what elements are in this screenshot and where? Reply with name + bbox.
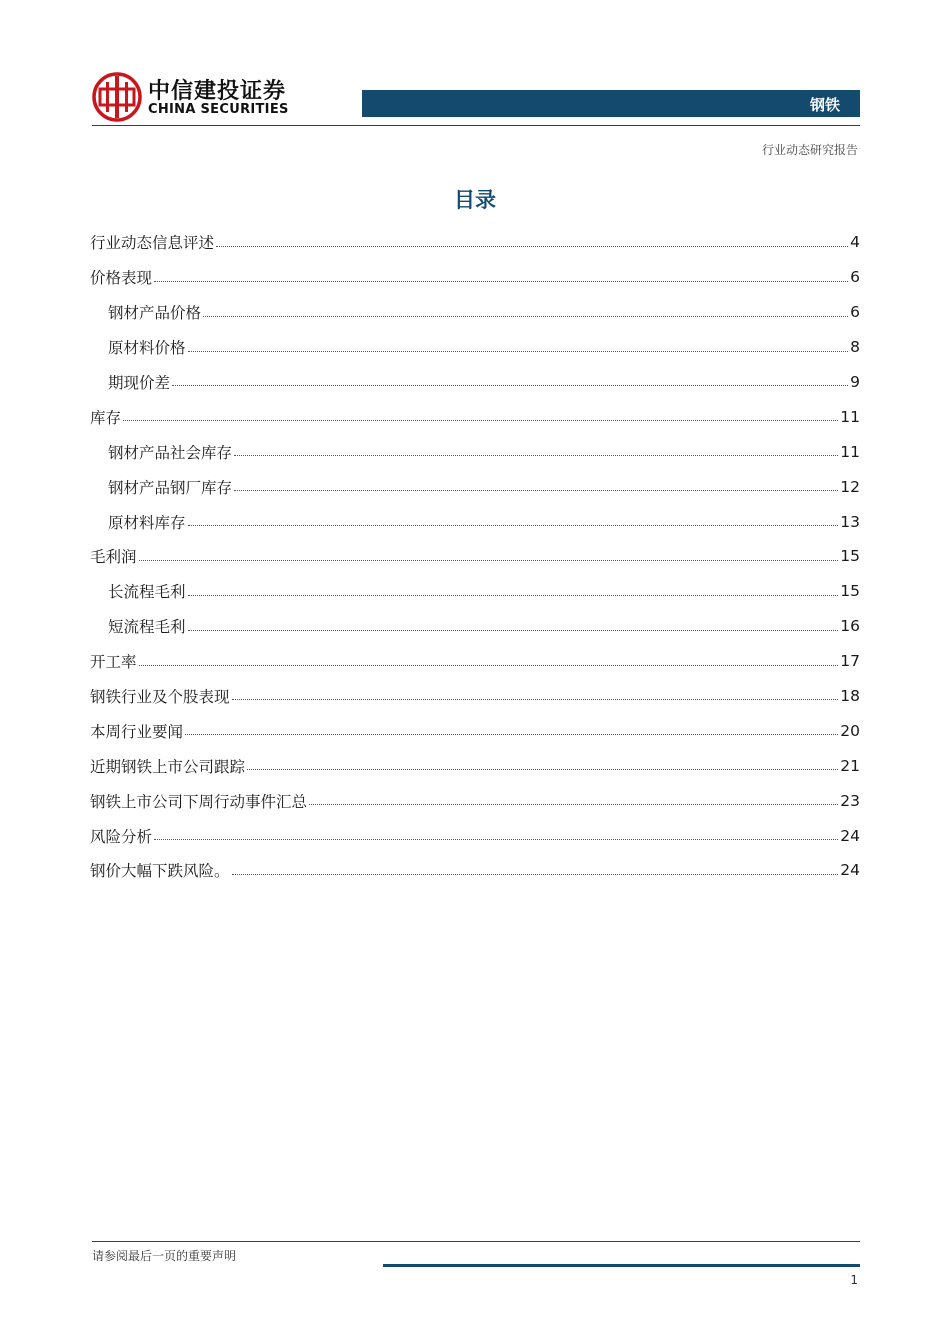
toc-entry[interactable] (90, 469, 860, 504)
toc-entry-label: 钢价大幅下跌风险。 (90, 862, 230, 881)
toc-entry-page: 23 (840, 791, 860, 810)
china-securities-logo-icon (92, 72, 142, 122)
toc-entry[interactable] (90, 609, 860, 644)
toc-leader-dots (123, 420, 838, 421)
toc-entry[interactable] (90, 504, 860, 539)
toc-leader-dots (309, 804, 838, 805)
toc-entry-label: 短流程毛利 (108, 618, 186, 637)
toc-leader-dots (232, 874, 839, 875)
toc-entry-label: 开工率 (90, 653, 137, 672)
toc-entry-label: 钢铁上市公司下周行动事件汇总 (90, 792, 308, 811)
toc-entry[interactable] (90, 539, 860, 574)
toc-entry-label: 钢材产品钢厂库存 (108, 478, 233, 497)
toc-leader-dots (139, 665, 839, 666)
toc-entry[interactable] (90, 399, 860, 434)
toc-entry-label: 原材料价格 (108, 339, 186, 358)
toc-entry-label: 期现价差 (108, 374, 171, 392)
company-logo (92, 72, 302, 124)
report-type: 行业动态研究报告 (761, 143, 858, 157)
toc-entry-page: 6 (850, 303, 860, 322)
toc-entry-page: 21 (840, 756, 860, 775)
toc-entry-page: 18 (840, 687, 860, 706)
toc-entry[interactable] (90, 260, 860, 295)
toc-title: 目录 (454, 188, 496, 212)
industry-label: 钢铁 (809, 96, 840, 114)
toc-entry[interactable] (90, 783, 860, 818)
toc-entry[interactable] (90, 748, 860, 783)
toc-entry-page: 6 (850, 268, 860, 287)
toc-entry[interactable] (90, 713, 860, 748)
toc-entry[interactable] (90, 434, 860, 469)
toc-entry-label: 价格表现 (90, 269, 153, 288)
toc-entry-label: 风险分析 (90, 827, 153, 846)
toc-entry-label: 毛利润 (90, 548, 137, 567)
toc-entry[interactable] (90, 365, 860, 400)
toc-leader-dots (216, 246, 848, 247)
page-number: 1 (850, 1273, 858, 1287)
toc-entry-page: 15 (840, 582, 860, 601)
toc-entry[interactable] (90, 574, 860, 609)
logo-chinese-name: 中信建投证券 (148, 79, 287, 104)
toc-entry-page: 11 (840, 442, 860, 461)
table-of-contents (90, 225, 860, 888)
toc-entry-page: 12 (840, 477, 860, 496)
toc-leader-dots (247, 769, 838, 770)
toc-entry-page: 13 (840, 512, 860, 531)
toc-entry[interactable] (90, 644, 860, 679)
toc-entry-label: 钢材产品社会库存 (108, 443, 233, 462)
toc-entry-label: 长流程毛利 (108, 583, 186, 602)
toc-leader-dots (185, 734, 838, 735)
toc-leader-dots (172, 385, 848, 386)
toc-entry-page: 8 (850, 338, 860, 357)
toc-entry[interactable] (90, 818, 860, 853)
toc-entry-label: 原材料库存 (108, 513, 186, 532)
toc-entry-page: 17 (840, 652, 860, 671)
toc-entry-page: 24 (840, 861, 860, 880)
toc-entry-label: 钢材产品价格 (108, 304, 202, 323)
header-divider (92, 125, 860, 126)
toc-entry-page: 20 (840, 721, 860, 740)
toc-entry-label: 本周行业要闻 (90, 722, 184, 741)
toc-leader-dots (188, 595, 839, 596)
toc-leader-dots (188, 351, 849, 352)
toc-entry-page: 15 (840, 547, 860, 566)
logo-english-name: CHINA SECURITIES (148, 102, 289, 117)
toc-leader-dots (188, 525, 839, 526)
footer-divider (92, 1241, 860, 1242)
toc-entry[interactable] (90, 330, 860, 365)
toc-leader-dots (154, 281, 848, 282)
toc-leader-dots (188, 630, 839, 631)
toc-entry-label: 行业动态信息评述 (90, 234, 215, 253)
toc-leader-dots (234, 490, 838, 491)
toc-entry-page: 11 (840, 407, 860, 426)
toc-leader-dots (154, 839, 838, 840)
toc-entry[interactable] (90, 853, 860, 888)
toc-entry-page: 4 (850, 233, 860, 252)
toc-entry-page: 16 (840, 617, 860, 636)
toc-entry-page: 24 (840, 826, 860, 845)
toc-entry[interactable] (90, 225, 860, 260)
toc-entry-label: 钢铁行业及个股表现 (90, 688, 230, 707)
toc-entry-label: 近期钢铁上市公司跟踪 (90, 757, 246, 776)
toc-entry[interactable] (90, 679, 860, 714)
toc-entry-label: 库存 (90, 408, 122, 427)
footer-accent-bar (383, 1264, 860, 1267)
toc-leader-dots (139, 560, 839, 561)
industry-banner (362, 90, 860, 117)
toc-leader-dots (234, 455, 838, 456)
footer-disclaimer: 请参阅最后一页的重要声明 (92, 1249, 237, 1263)
toc-entry-page: 9 (850, 373, 860, 391)
toc-leader-dots (203, 316, 848, 317)
toc-leader-dots (232, 699, 839, 700)
toc-entry[interactable] (90, 295, 860, 330)
